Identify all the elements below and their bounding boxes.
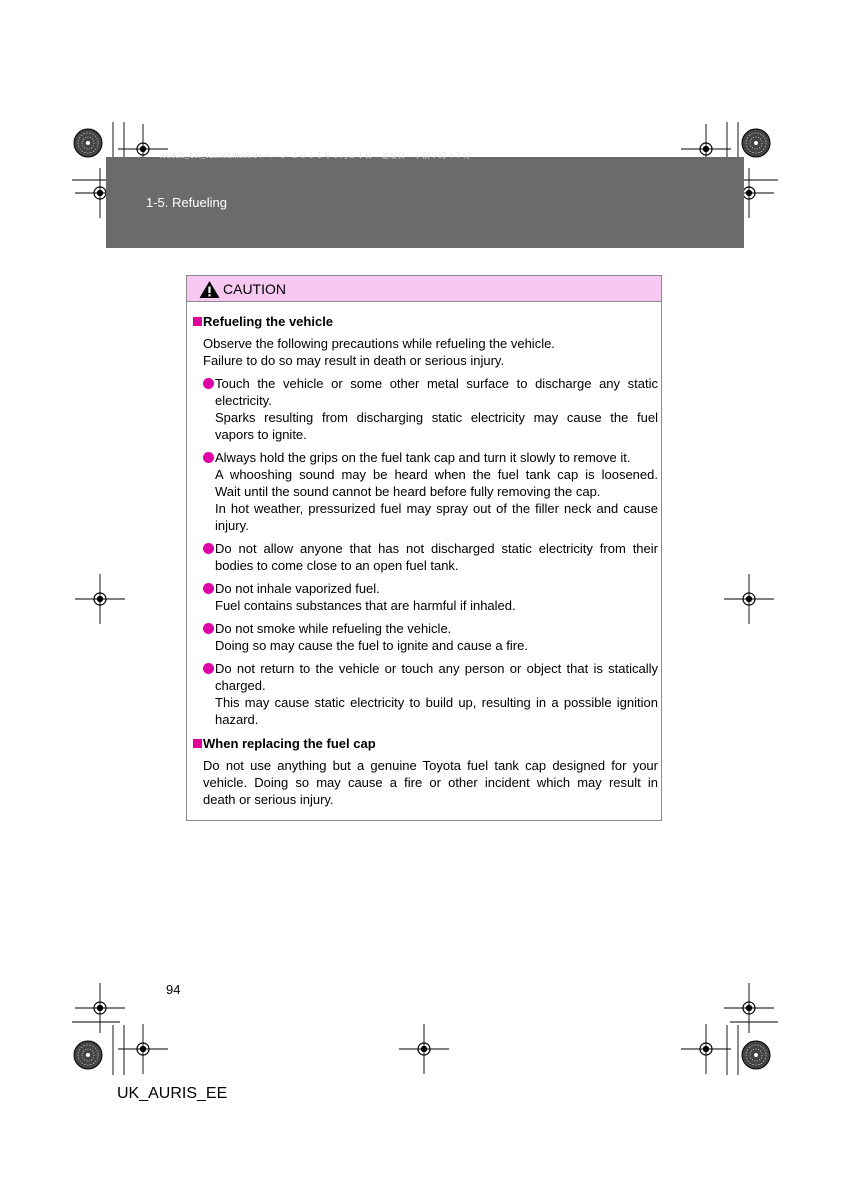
bullet-icon <box>203 378 214 389</box>
bullet-line: Fuel contains substances that are harmful if inhaled. <box>215 598 516 613</box>
registration-mark-icon <box>681 1024 731 1074</box>
bullet-line: vapors to ignite. <box>215 427 307 442</box>
bullet-line: Do not inhale vaporized fuel. <box>215 581 380 596</box>
caution-box <box>186 275 662 821</box>
intro-line: Failure to do so may result in death or serious injury. <box>203 353 505 368</box>
body-line: Do not use anything but a genuine Toyota fuel tank cap designed for your <box>203 758 658 773</box>
registration-mark-icon <box>724 574 774 624</box>
bullet-line: Touch the vehicle or some other metal surface to discharge any static <box>215 376 658 391</box>
body-line: death or serious injury. <box>203 792 334 807</box>
bullet-icon <box>203 663 214 674</box>
bullet-line: Do not return to the vehicle or touch any person or object that is statically <box>215 661 658 676</box>
bullet-icon <box>203 623 214 634</box>
bullet-line: Always hold the grips on the fuel tank cap and turn it slowly to remove it. <box>215 450 631 465</box>
section-marker-icon <box>193 317 202 326</box>
bullet-line: This may cause static electricity to build up, resulting in a possible ignition <box>215 695 658 710</box>
registration-mark-icon <box>75 983 125 1033</box>
bullet-line: Do not allow anyone that has not discharged static electricity from their <box>215 541 658 556</box>
section-marker-icon <box>193 739 202 748</box>
section-heading: When replacing the fuel cap <box>203 736 376 751</box>
bullet-line: electricity. <box>215 393 272 408</box>
bullet-line: bodies to come close to an open fuel tank. <box>215 558 459 573</box>
page-number: 94 <box>166 982 181 997</box>
bullet-line: Sparks resulting from discharging static electricity may cause the fuel <box>215 410 658 425</box>
warning-triangle-icon <box>199 280 220 299</box>
bullet-line: injury. <box>215 518 249 533</box>
bullet-icon <box>203 543 214 554</box>
registration-mark-icon <box>399 1024 449 1074</box>
registration-mark-icon <box>724 983 774 1033</box>
color-target-icon <box>74 129 102 157</box>
caution-header <box>187 276 661 302</box>
body-line: vehicle. Doing so may cause a fire or other incident which may result in <box>203 775 658 790</box>
color-target-icon <box>742 1041 770 1069</box>
bullet-line: Wait until the sound cannot be heard before fully removing the cap. <box>215 484 601 499</box>
caution-label: CAUTION <box>223 281 286 297</box>
intro-line: Observe the following precautions while refueling the vehicle. <box>203 336 555 351</box>
section-title: 1-5. Refueling <box>146 195 227 210</box>
footer-code: UK_AURIS_EE <box>117 1085 228 1102</box>
color-target-icon <box>74 1041 102 1069</box>
bullet-line: charged. <box>215 678 266 693</box>
bullet-line: A whooshing sound may be heard when the fuel tank cap is loosened. <box>215 467 658 482</box>
section-heading: Refueling the vehicle <box>203 314 334 329</box>
bullet-line: In hot weather, pressurized fuel may spray out of the filler neck and cause <box>215 501 658 516</box>
bullet-icon <box>203 583 214 594</box>
registration-mark-icon <box>118 1024 168 1074</box>
registration-mark-icon <box>75 574 125 624</box>
print-metadata: AURIS_UK_12E58E.book 94 ページ ２０１１年１月２１日 金曜日 午前９時４７分 <box>160 151 472 160</box>
bullet-line: Doing so may cause the fuel to ignite and cause a fire. <box>215 638 528 653</box>
color-target-icon <box>742 129 770 157</box>
bullet-line: Do not smoke while refueling the vehicle. <box>215 621 452 636</box>
bullet-line: hazard. <box>215 712 259 727</box>
bullet-icon <box>203 452 214 463</box>
